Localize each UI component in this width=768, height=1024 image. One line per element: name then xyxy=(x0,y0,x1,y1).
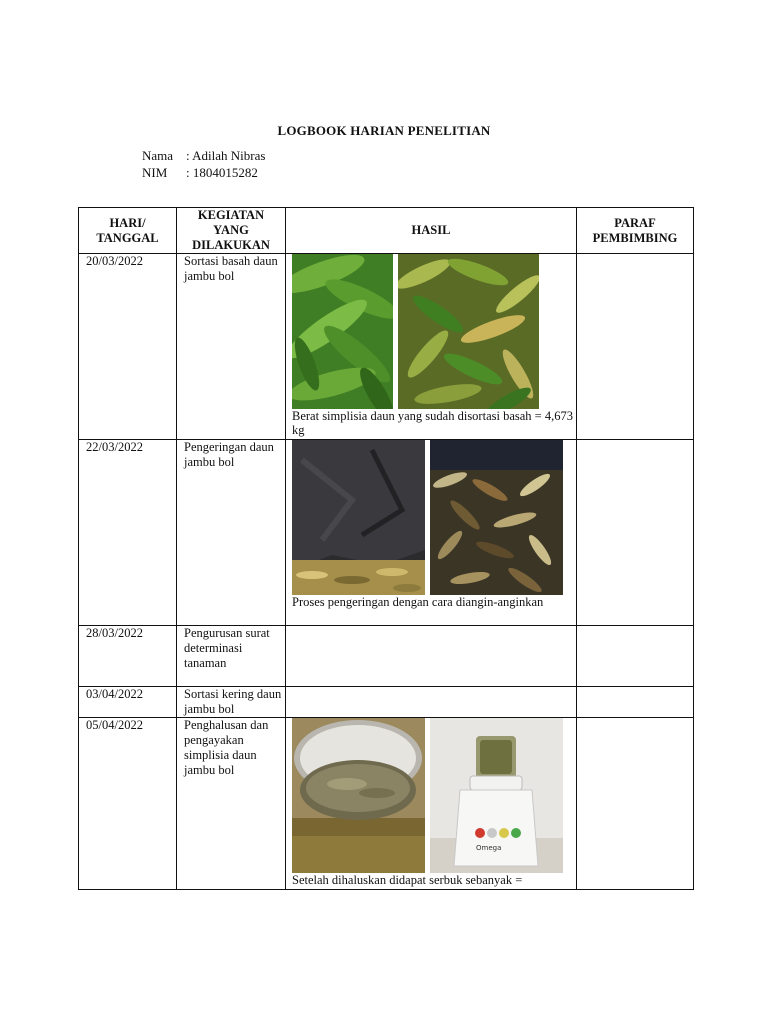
header-activity: KEGIATAN YANG DILAKUKAN xyxy=(177,208,286,254)
table-header-row xyxy=(79,208,694,254)
table-row xyxy=(79,254,694,440)
name-value: : Adilah Nibras xyxy=(186,148,266,163)
student-name-line xyxy=(142,148,265,164)
name-label: Nama xyxy=(142,148,174,163)
row-result xyxy=(286,440,577,626)
row-result-caption: Proses pengeringan dengan cara diangin-anginkan xyxy=(292,595,544,609)
student-nim-line xyxy=(142,165,258,181)
row-date: 22/03/2022 xyxy=(79,440,177,626)
row-activity: Penghalusan dan pengayakan simplisia daun jambu bol xyxy=(177,718,286,890)
photo-covered-drying xyxy=(292,440,425,595)
row-result xyxy=(286,718,577,890)
photo-group xyxy=(292,718,576,873)
photo-sieving-powder xyxy=(292,718,425,873)
row-activity: Pengurusan surat determinasi tanaman xyxy=(177,626,286,687)
header-result: HASIL xyxy=(286,208,577,254)
row-date: 05/04/2022 xyxy=(79,718,177,890)
header-date: HARI/ TANGGAL xyxy=(79,208,177,254)
row-signature xyxy=(577,718,694,890)
table-row xyxy=(79,626,694,687)
photo-dried-leaves xyxy=(430,440,563,595)
row-activity: Sortasi basah daun jambu bol xyxy=(177,254,286,440)
photo-blender xyxy=(430,718,563,873)
row-activity: Sortasi kering daun jambu bol xyxy=(177,687,286,718)
table-row xyxy=(79,718,694,890)
photo-group xyxy=(292,440,576,595)
blender-brand-text: Omega xyxy=(476,844,502,852)
row-result-caption: Berat simplisia daun yang sudah disortasi basah = 4,673 kg xyxy=(292,409,573,437)
row-result xyxy=(286,626,577,687)
row-signature xyxy=(577,254,694,440)
row-date: 03/04/2022 xyxy=(79,687,177,718)
photo-fresh-leaves-pile xyxy=(398,254,539,409)
document-title: LOGBOOK HARIAN PENELITIAN xyxy=(277,123,491,138)
row-result xyxy=(286,254,577,440)
row-result xyxy=(286,687,577,718)
photo-fresh-leaves-close xyxy=(292,254,393,409)
row-date: 28/03/2022 xyxy=(79,626,177,687)
row-signature xyxy=(577,687,694,718)
row-signature xyxy=(577,626,694,687)
row-date: 20/03/2022 xyxy=(79,254,177,440)
photo-group xyxy=(292,254,576,409)
header-signature: PARAF PEMBIMBING xyxy=(577,208,694,254)
nim-value: : 1804015282 xyxy=(186,165,258,180)
logbook-table xyxy=(78,207,694,890)
table-row xyxy=(79,440,694,626)
row-result-caption: Setelah dihaluskan didapat serbuk sebanyak = xyxy=(292,873,523,887)
row-activity: Pengeringan daun jambu bol xyxy=(177,440,286,626)
nim-label: NIM xyxy=(142,165,168,180)
row-signature xyxy=(577,440,694,626)
table-row xyxy=(79,687,694,718)
